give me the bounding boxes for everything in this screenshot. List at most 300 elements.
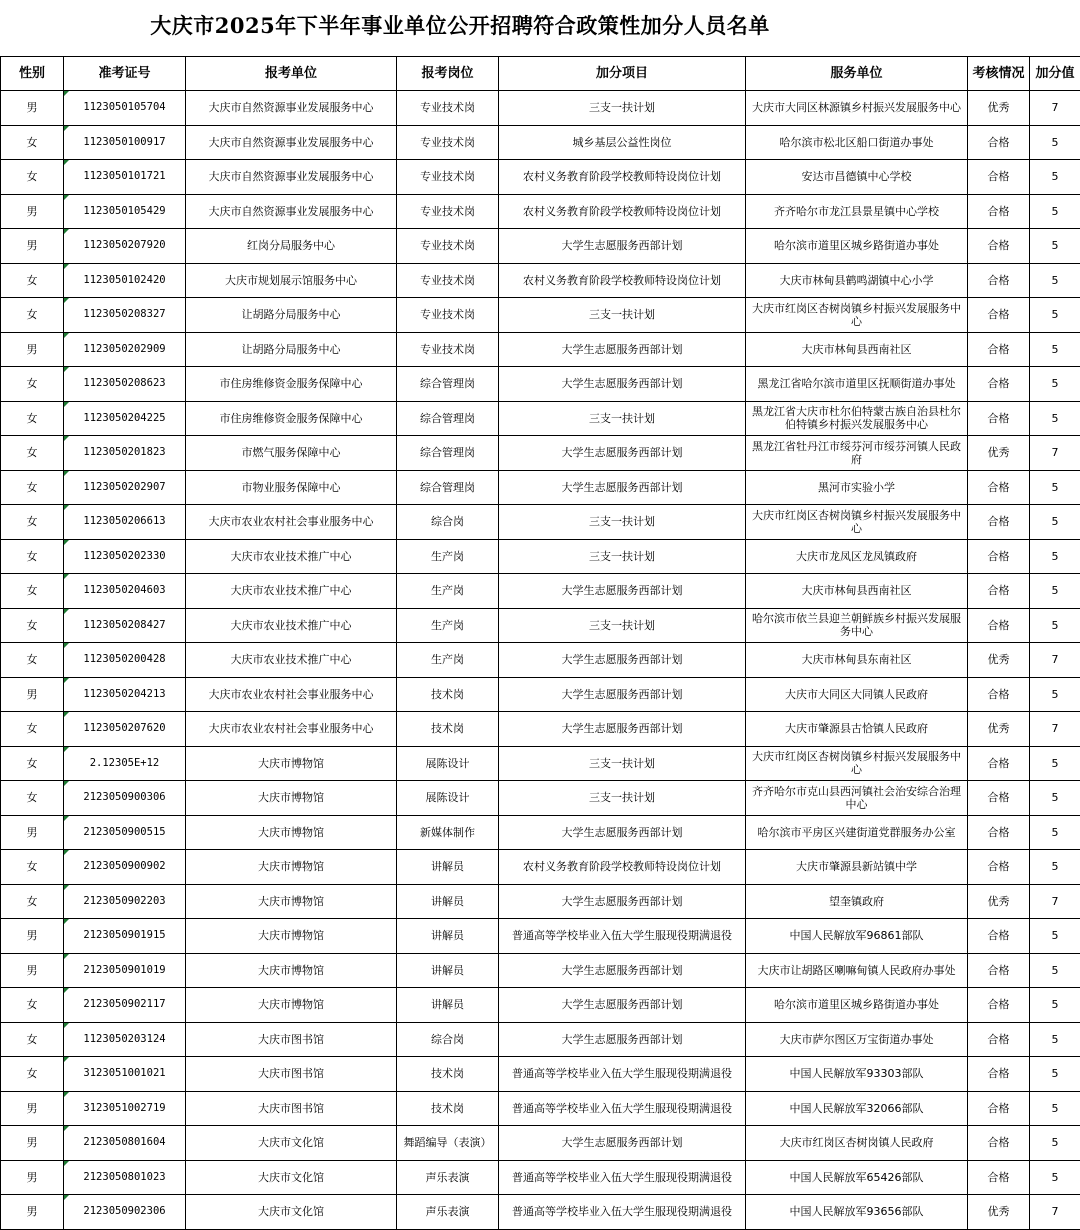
exam-id-cell: 2123050900306	[64, 781, 186, 816]
exam-id-cell: 1123050105429	[64, 194, 186, 229]
unit-cell: 大庆市农业农村社会事业服务中心	[186, 505, 397, 540]
gender-cell: 男	[1, 953, 64, 988]
header-bonus-item: 加分项目	[499, 57, 746, 91]
unit-cell: 大庆市规划展示馆服务中心	[186, 263, 397, 298]
table-row	[1, 574, 1080, 609]
assessment-cell: 合格	[968, 1091, 1030, 1126]
table-row	[1, 919, 1080, 954]
exam-id-cell: 1123050101721	[64, 160, 186, 195]
service-unit-cell: 中国人民解放军93656部队	[746, 1195, 968, 1230]
unit-cell: 大庆市农业技术推广中心	[186, 574, 397, 609]
unit-cell: 大庆市农业技术推广中心	[186, 608, 397, 643]
gender-cell: 女	[1, 125, 64, 160]
table-row	[1, 91, 1080, 126]
document-title: 大庆市2025年下半年事业单位公开招聘符合政策性加分人员名单	[0, 6, 920, 46]
header-bonus-value: 加分值	[1030, 57, 1080, 91]
bonus-value-cell: 5	[1030, 470, 1080, 505]
gender-cell: 女	[1, 884, 64, 919]
assessment-cell: 优秀	[968, 1195, 1030, 1230]
bonus-item-cell: 城乡基层公益性岗位	[499, 125, 746, 160]
unit-cell: 大庆市博物馆	[186, 815, 397, 850]
gender-cell: 女	[1, 436, 64, 471]
bonus-value-cell: 7	[1030, 436, 1080, 471]
gender-cell: 男	[1, 677, 64, 712]
bonus-item-cell: 大学生志愿服务西部计划	[499, 574, 746, 609]
exam-id-cell: 1123050105704	[64, 91, 186, 126]
exam-id-cell: 2123050902203	[64, 884, 186, 919]
exam-id-cell: 2.12305E+12	[64, 746, 186, 781]
assessment-cell: 合格	[968, 988, 1030, 1023]
gender-cell: 女	[1, 160, 64, 195]
assessment-cell: 合格	[968, 608, 1030, 643]
position-cell: 技术岗	[397, 1091, 499, 1126]
exam-id-cell: 1123050200428	[64, 643, 186, 678]
bonus-item-cell: 大学生志愿服务西部计划	[499, 470, 746, 505]
exam-id-cell: 1123050204213	[64, 677, 186, 712]
assessment-cell: 合格	[968, 298, 1030, 333]
assessment-cell: 优秀	[968, 436, 1030, 471]
bonus-item-cell: 农村义务教育阶段学校教师特设岗位计划	[499, 850, 746, 885]
assessment-cell: 优秀	[968, 884, 1030, 919]
service-unit-cell: 哈尔滨市依兰县迎兰朝鲜族乡村振兴发展服务中心	[746, 608, 968, 643]
exam-id-cell: 3123051001021	[64, 1057, 186, 1092]
exam-id-cell: 1123050206613	[64, 505, 186, 540]
unit-cell: 大庆市博物馆	[186, 919, 397, 954]
bonus-item-cell: 农村义务教育阶段学校教师特设岗位计划	[499, 263, 746, 298]
table-row	[1, 850, 1080, 885]
exam-id-cell: 1123050202330	[64, 539, 186, 574]
position-cell: 技术岗	[397, 712, 499, 747]
position-cell: 讲解员	[397, 850, 499, 885]
bonus-value-cell: 5	[1030, 332, 1080, 367]
table-row	[1, 298, 1080, 333]
table-row	[1, 608, 1080, 643]
bonus-item-cell: 大学生志愿服务西部计划	[499, 436, 746, 471]
bonus-item-cell: 大学生志愿服务西部计划	[499, 815, 746, 850]
bonus-value-cell: 5	[1030, 746, 1080, 781]
assessment-cell: 合格	[968, 1126, 1030, 1161]
gender-cell: 女	[1, 712, 64, 747]
assessment-cell: 合格	[968, 1160, 1030, 1195]
position-cell: 综合岗	[397, 505, 499, 540]
exam-id-cell: 1123050203124	[64, 1022, 186, 1057]
unit-cell: 大庆市图书馆	[186, 1091, 397, 1126]
bonus-item-cell: 普通高等学校毕业入伍大学生服现役期满退役	[499, 1091, 746, 1126]
header-row	[1, 57, 1080, 91]
service-unit-cell: 大庆市林甸县东南社区	[746, 643, 968, 678]
bonus-value-cell: 5	[1030, 850, 1080, 885]
bonus-item-cell: 农村义务教育阶段学校教师特设岗位计划	[499, 194, 746, 229]
assessment-cell: 优秀	[968, 712, 1030, 747]
gender-cell: 男	[1, 194, 64, 229]
gender-cell: 女	[1, 781, 64, 816]
service-unit-cell: 哈尔滨市道里区城乡路街道办事处	[746, 229, 968, 264]
service-unit-cell: 大庆市林甸县西南社区	[746, 332, 968, 367]
exam-id-cell: 1123050102420	[64, 263, 186, 298]
assessment-cell: 合格	[968, 470, 1030, 505]
exam-id-cell: 2123050901019	[64, 953, 186, 988]
bonus-item-cell: 大学生志愿服务西部计划	[499, 712, 746, 747]
table-row	[1, 746, 1080, 781]
unit-cell: 大庆市博物馆	[186, 850, 397, 885]
service-unit-cell: 中国人民解放军65426部队	[746, 1160, 968, 1195]
gender-cell: 男	[1, 919, 64, 954]
applicant-table	[0, 56, 1080, 1230]
gender-cell: 男	[1, 91, 64, 126]
assessment-cell: 合格	[968, 953, 1030, 988]
bonus-item-cell: 普通高等学校毕业入伍大学生服现役期满退役	[499, 1195, 746, 1230]
bonus-value-cell: 5	[1030, 919, 1080, 954]
exam-id-cell: 3123051002719	[64, 1091, 186, 1126]
unit-cell: 让胡路分局服务中心	[186, 298, 397, 333]
bonus-value-cell: 5	[1030, 953, 1080, 988]
service-unit-cell: 大庆市大同区林源镇乡村振兴发展服务中心	[746, 91, 968, 126]
bonus-item-cell: 大学生志愿服务西部计划	[499, 884, 746, 919]
gender-cell: 男	[1, 332, 64, 367]
unit-cell: 大庆市自然资源事业发展服务中心	[186, 194, 397, 229]
service-unit-cell: 大庆市肇源县古恰镇人民政府	[746, 712, 968, 747]
unit-cell: 大庆市博物馆	[186, 988, 397, 1023]
position-cell: 综合管理岗	[397, 367, 499, 402]
service-unit-cell: 哈尔滨市平房区兴建街道党群服务办公室	[746, 815, 968, 850]
bonus-item-cell: 三支一扶计划	[499, 91, 746, 126]
assessment-cell: 合格	[968, 677, 1030, 712]
table-row	[1, 367, 1080, 402]
service-unit-cell: 黑龙江省哈尔滨市道里区抚顺街道办事处	[746, 367, 968, 402]
exam-id-cell: 2123050801604	[64, 1126, 186, 1161]
gender-cell: 女	[1, 574, 64, 609]
exam-id-cell: 2123050902306	[64, 1195, 186, 1230]
unit-cell: 大庆市博物馆	[186, 884, 397, 919]
bonus-item-cell: 普通高等学校毕业入伍大学生服现役期满退役	[499, 1057, 746, 1092]
unit-cell: 大庆市自然资源事业发展服务中心	[186, 91, 397, 126]
gender-cell: 女	[1, 539, 64, 574]
service-unit-cell: 中国人民解放军32066部队	[746, 1091, 968, 1126]
bonus-value-cell: 5	[1030, 194, 1080, 229]
table-row	[1, 125, 1080, 160]
position-cell: 讲解员	[397, 953, 499, 988]
position-cell: 技术岗	[397, 1057, 499, 1092]
bonus-value-cell: 5	[1030, 160, 1080, 195]
gender-cell: 女	[1, 850, 64, 885]
table-row	[1, 1057, 1080, 1092]
bonus-value-cell: 5	[1030, 263, 1080, 298]
position-cell: 专业技术岗	[397, 194, 499, 229]
header-position: 报考岗位	[397, 57, 499, 91]
unit-cell: 大庆市博物馆	[186, 781, 397, 816]
bonus-value-cell: 5	[1030, 988, 1080, 1023]
unit-cell: 市住房维修资金服务保障中心	[186, 401, 397, 436]
unit-cell: 大庆市文化馆	[186, 1126, 397, 1161]
position-cell: 舞蹈编导（表演）	[397, 1126, 499, 1161]
position-cell: 专业技术岗	[397, 298, 499, 333]
table-row	[1, 263, 1080, 298]
table-row	[1, 505, 1080, 540]
assessment-cell: 合格	[968, 1057, 1030, 1092]
unit-cell: 大庆市自然资源事业发展服务中心	[186, 125, 397, 160]
bonus-item-cell: 三支一扶计划	[499, 505, 746, 540]
position-cell: 综合管理岗	[397, 401, 499, 436]
assessment-cell: 合格	[968, 194, 1030, 229]
gender-cell: 女	[1, 643, 64, 678]
bonus-item-cell: 三支一扶计划	[499, 608, 746, 643]
gender-cell: 女	[1, 401, 64, 436]
bonus-item-cell: 大学生志愿服务西部计划	[499, 953, 746, 988]
position-cell: 展陈设计	[397, 746, 499, 781]
bonus-item-cell: 农村义务教育阶段学校教师特设岗位计划	[499, 160, 746, 195]
service-unit-cell: 齐齐哈尔市龙江县景星镇中心学校	[746, 194, 968, 229]
gender-cell: 男	[1, 1091, 64, 1126]
table-row	[1, 194, 1080, 229]
position-cell: 新媒体制作	[397, 815, 499, 850]
table-row	[1, 815, 1080, 850]
bonus-value-cell: 7	[1030, 712, 1080, 747]
gender-cell: 男	[1, 815, 64, 850]
bonus-value-cell: 7	[1030, 884, 1080, 919]
table-row	[1, 1091, 1080, 1126]
gender-cell: 女	[1, 746, 64, 781]
service-unit-cell: 黑河市实验小学	[746, 470, 968, 505]
assessment-cell: 合格	[968, 574, 1030, 609]
unit-cell: 大庆市图书馆	[186, 1057, 397, 1092]
bonus-item-cell: 大学生志愿服务西部计划	[499, 988, 746, 1023]
bonus-value-cell: 5	[1030, 677, 1080, 712]
exam-id-cell: 1123050202907	[64, 470, 186, 505]
table-row	[1, 470, 1080, 505]
table-row	[1, 643, 1080, 678]
table-row	[1, 953, 1080, 988]
bonus-value-cell: 7	[1030, 1195, 1080, 1230]
unit-cell: 大庆市农业农村社会事业服务中心	[186, 712, 397, 747]
exam-id-cell: 1123050100917	[64, 125, 186, 160]
position-cell: 讲解员	[397, 884, 499, 919]
bonus-item-cell: 普通高等学校毕业入伍大学生服现役期满退役	[499, 919, 746, 954]
exam-id-cell: 1123050207620	[64, 712, 186, 747]
table-row	[1, 160, 1080, 195]
position-cell: 声乐表演	[397, 1160, 499, 1195]
bonus-item-cell: 大学生志愿服务西部计划	[499, 1126, 746, 1161]
table-row	[1, 1126, 1080, 1161]
gender-cell: 女	[1, 298, 64, 333]
exam-id-cell: 1123050208623	[64, 367, 186, 402]
service-unit-cell: 大庆市红岗区杏树岗镇乡村振兴发展服务中心	[746, 505, 968, 540]
bonus-item-cell: 大学生志愿服务西部计划	[499, 332, 746, 367]
assessment-cell: 合格	[968, 746, 1030, 781]
bonus-item-cell: 大学生志愿服务西部计划	[499, 367, 746, 402]
bonus-value-cell: 5	[1030, 815, 1080, 850]
table-row	[1, 712, 1080, 747]
exam-id-cell: 2123050900515	[64, 815, 186, 850]
bonus-item-cell: 三支一扶计划	[499, 781, 746, 816]
assessment-cell: 合格	[968, 160, 1030, 195]
gender-cell: 女	[1, 505, 64, 540]
service-unit-cell: 大庆市让胡路区喇嘛甸镇人民政府办事处	[746, 953, 968, 988]
position-cell: 生产岗	[397, 643, 499, 678]
header-gender: 性别	[1, 57, 64, 91]
unit-cell: 大庆市博物馆	[186, 953, 397, 988]
gender-cell: 男	[1, 1160, 64, 1195]
service-unit-cell: 大庆市肇源县新站镇中学	[746, 850, 968, 885]
position-cell: 专业技术岗	[397, 91, 499, 126]
exam-id-cell: 2123050801023	[64, 1160, 186, 1195]
assessment-cell: 合格	[968, 332, 1030, 367]
bonus-item-cell: 三支一扶计划	[499, 401, 746, 436]
bonus-value-cell: 5	[1030, 539, 1080, 574]
position-cell: 专业技术岗	[397, 160, 499, 195]
bonus-value-cell: 5	[1030, 125, 1080, 160]
header-unit: 报考单位	[186, 57, 397, 91]
exam-id-cell: 1123050204603	[64, 574, 186, 609]
table-row	[1, 884, 1080, 919]
service-unit-cell: 大庆市林甸县西南社区	[746, 574, 968, 609]
bonus-value-cell: 5	[1030, 401, 1080, 436]
position-cell: 专业技术岗	[397, 229, 499, 264]
table-row	[1, 1160, 1080, 1195]
exam-id-cell: 2123050901915	[64, 919, 186, 954]
service-unit-cell: 大庆市萨尔图区万宝街道办事处	[746, 1022, 968, 1057]
bonus-item-cell: 三支一扶计划	[499, 746, 746, 781]
position-cell: 展陈设计	[397, 781, 499, 816]
exam-id-cell: 1123050202909	[64, 332, 186, 367]
table-row	[1, 1022, 1080, 1057]
unit-cell: 大庆市文化馆	[186, 1160, 397, 1195]
position-cell: 讲解员	[397, 919, 499, 954]
service-unit-cell: 望奎镇政府	[746, 884, 968, 919]
bonus-item-cell: 三支一扶计划	[499, 539, 746, 574]
assessment-cell: 合格	[968, 263, 1030, 298]
bonus-value-cell: 5	[1030, 1091, 1080, 1126]
position-cell: 专业技术岗	[397, 125, 499, 160]
gender-cell: 男	[1, 1195, 64, 1230]
assessment-cell: 合格	[968, 850, 1030, 885]
service-unit-cell: 黑龙江省牡丹江市绥芬河市绥芬河镇人民政府	[746, 436, 968, 471]
unit-cell: 大庆市农业技术推广中心	[186, 643, 397, 678]
header-exam-id: 准考证号	[64, 57, 186, 91]
service-unit-cell: 哈尔滨市道里区城乡路街道办事处	[746, 988, 968, 1023]
gender-cell: 男	[1, 1126, 64, 1161]
gender-cell: 女	[1, 988, 64, 1023]
bonus-item-cell: 大学生志愿服务西部计划	[499, 229, 746, 264]
bonus-value-cell: 5	[1030, 608, 1080, 643]
position-cell: 生产岗	[397, 539, 499, 574]
unit-cell: 市住房维修资金服务保障中心	[186, 367, 397, 402]
unit-cell: 大庆市农业农村社会事业服务中心	[186, 677, 397, 712]
service-unit-cell: 大庆市红岗区杏树岗镇乡村振兴发展服务中心	[746, 746, 968, 781]
position-cell: 综合管理岗	[397, 470, 499, 505]
exam-id-cell: 2123050900902	[64, 850, 186, 885]
table-row	[1, 229, 1080, 264]
exam-id-cell: 1123050201823	[64, 436, 186, 471]
assessment-cell: 合格	[968, 229, 1030, 264]
position-cell: 专业技术岗	[397, 332, 499, 367]
service-unit-cell: 哈尔滨市松北区船口街道办事处	[746, 125, 968, 160]
unit-cell: 市物业服务保障中心	[186, 470, 397, 505]
table-row	[1, 988, 1080, 1023]
unit-cell: 市燃气服务保障中心	[186, 436, 397, 471]
assessment-cell: 合格	[968, 815, 1030, 850]
service-unit-cell: 安达市昌德镇中心学校	[746, 160, 968, 195]
position-cell: 生产岗	[397, 608, 499, 643]
position-cell: 技术岗	[397, 677, 499, 712]
assessment-cell: 合格	[968, 781, 1030, 816]
unit-cell: 红岗分局服务中心	[186, 229, 397, 264]
exam-id-cell: 1123050208427	[64, 608, 186, 643]
unit-cell: 大庆市农业技术推广中心	[186, 539, 397, 574]
position-cell: 讲解员	[397, 988, 499, 1023]
assessment-cell: 合格	[968, 919, 1030, 954]
assessment-cell: 合格	[968, 1022, 1030, 1057]
service-unit-cell: 大庆市林甸县鹤鸣湖镇中心小学	[746, 263, 968, 298]
service-unit-cell: 黑龙江省大庆市杜尔伯特蒙古族自治县杜尔伯特镇乡村振兴发展服务中心	[746, 401, 968, 436]
service-unit-cell: 大庆市红岗区杏树岗镇人民政府	[746, 1126, 968, 1161]
bonus-item-cell: 大学生志愿服务西部计划	[499, 677, 746, 712]
table-row	[1, 436, 1080, 471]
assessment-cell: 合格	[968, 367, 1030, 402]
service-unit-cell: 齐齐哈尔市克山县西河镇社会治安综合治理中心	[746, 781, 968, 816]
gender-cell: 女	[1, 608, 64, 643]
unit-cell: 大庆市图书馆	[186, 1022, 397, 1057]
bonus-value-cell: 7	[1030, 643, 1080, 678]
gender-cell: 女	[1, 1057, 64, 1092]
table-row	[1, 781, 1080, 816]
service-unit-cell: 中国人民解放军93303部队	[746, 1057, 968, 1092]
service-unit-cell: 大庆市龙凤区龙凤镇政府	[746, 539, 968, 574]
bonus-item-cell: 大学生志愿服务西部计划	[499, 1022, 746, 1057]
bonus-value-cell: 5	[1030, 574, 1080, 609]
bonus-value-cell: 5	[1030, 367, 1080, 402]
bonus-value-cell: 5	[1030, 781, 1080, 816]
position-cell: 综合岗	[397, 1022, 499, 1057]
bonus-item-cell: 三支一扶计划	[499, 298, 746, 333]
gender-cell: 女	[1, 367, 64, 402]
assessment-cell: 优秀	[968, 643, 1030, 678]
exam-id-cell: 1123050207920	[64, 229, 186, 264]
table-row	[1, 539, 1080, 574]
table-row	[1, 677, 1080, 712]
gender-cell: 女	[1, 263, 64, 298]
gender-cell: 男	[1, 229, 64, 264]
bonus-value-cell: 5	[1030, 229, 1080, 264]
bonus-item-cell: 普通高等学校毕业入伍大学生服现役期满退役	[499, 1160, 746, 1195]
table-row	[1, 1195, 1080, 1230]
assessment-cell: 合格	[968, 505, 1030, 540]
service-unit-cell: 中国人民解放军96861部队	[746, 919, 968, 954]
bonus-value-cell: 7	[1030, 91, 1080, 126]
bonus-value-cell: 5	[1030, 1057, 1080, 1092]
gender-cell: 女	[1, 1022, 64, 1057]
header-assessment: 考核情况	[968, 57, 1030, 91]
assessment-cell: 合格	[968, 539, 1030, 574]
assessment-cell: 优秀	[968, 91, 1030, 126]
unit-cell: 让胡路分局服务中心	[186, 332, 397, 367]
header-service-unit: 服务单位	[746, 57, 968, 91]
assessment-cell: 合格	[968, 401, 1030, 436]
assessment-cell: 合格	[968, 125, 1030, 160]
position-cell: 声乐表演	[397, 1195, 499, 1230]
position-cell: 综合管理岗	[397, 436, 499, 471]
bonus-item-cell: 大学生志愿服务西部计划	[499, 643, 746, 678]
table-row	[1, 401, 1080, 436]
bonus-value-cell: 5	[1030, 1160, 1080, 1195]
unit-cell: 大庆市博物馆	[186, 746, 397, 781]
bonus-value-cell: 5	[1030, 1126, 1080, 1161]
exam-id-cell: 1123050208327	[64, 298, 186, 333]
service-unit-cell: 大庆市红岗区杏树岗镇乡村振兴发展服务中心	[746, 298, 968, 333]
bonus-value-cell: 5	[1030, 505, 1080, 540]
table-row	[1, 332, 1080, 367]
bonus-value-cell: 5	[1030, 1022, 1080, 1057]
unit-cell: 大庆市文化馆	[186, 1195, 397, 1230]
